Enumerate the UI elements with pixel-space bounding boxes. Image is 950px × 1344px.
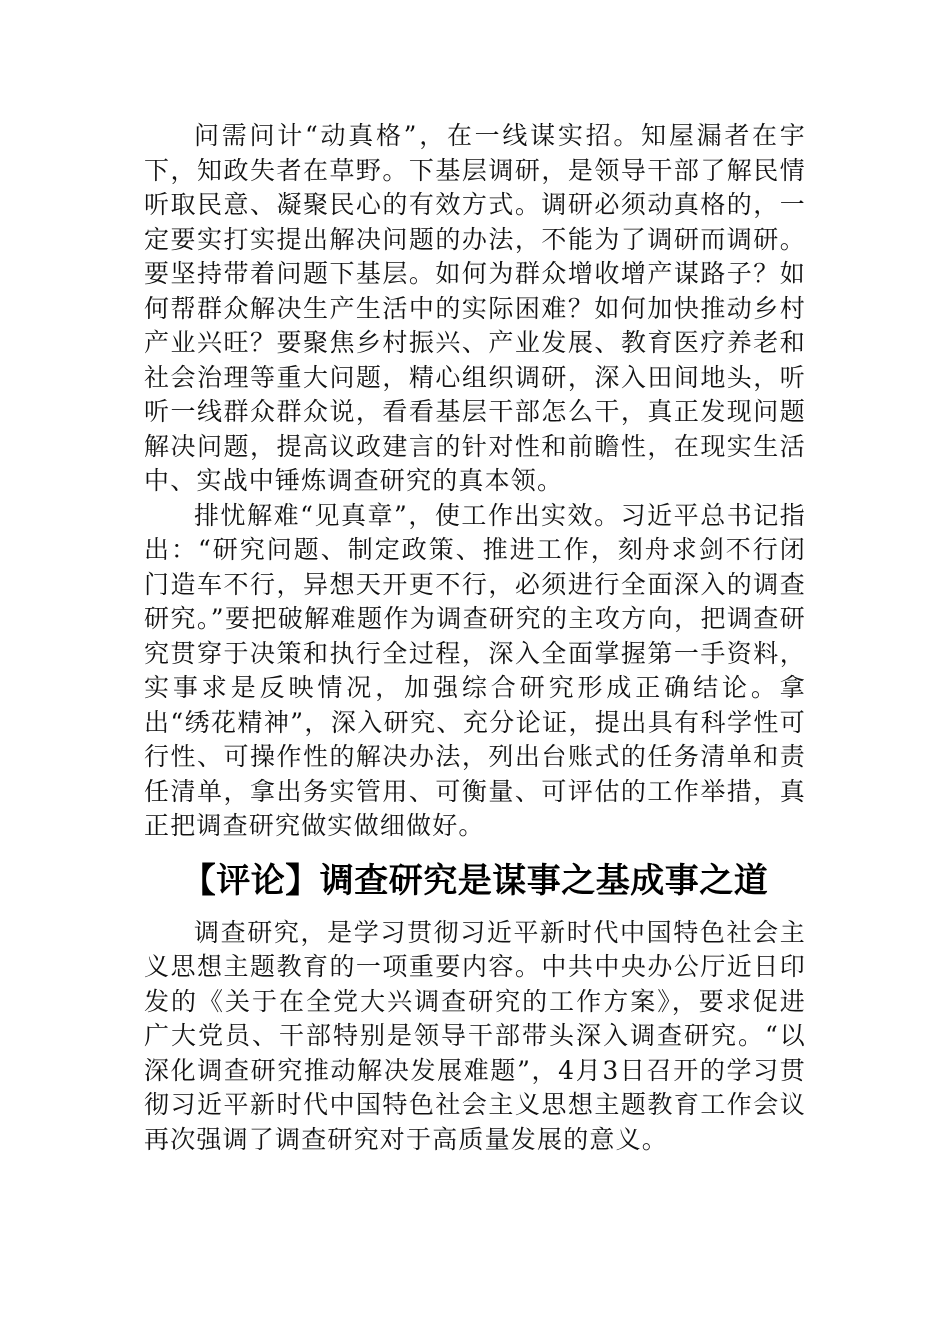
section-heading: 【评论】调查研究是谋事之基成事之道: [181, 860, 769, 901]
body-paragraph: 问需问计“动真格”，在一线谋实招。知屋漏者在宇下，知政失者在草野。下基层调研，是领导干部了解民情听取民意、凝聚民心的有效方式。调研必须动真格的，一定要实打实提出解决问题的办法，不能为了调研而调研。要坚持带着问题下基层。如何为群众增收增产谋路子？如何帮群众解决生产生活中的实际困难？如何加快推动乡村产业兴旺？要聚焦乡村振兴、产业发展、教育医疗养老和社会治理等重大问题，精心组织调研，深入田间地头，听听一线群众群众说，看看基层干部怎么干，真正发现问题解决问题，提高议政建言的针对性和前瞻性，在现实生活中、实战中锤炼调查研究的真本领。: [144, 121, 806, 495]
document-page: [144, 119, 806, 1157]
body-paragraph: 排忧解难“见真章”，使工作出实效。习近平总书记指出：“研究问题、制定政策、推进工作，刻舟求剑不行闭门造车不行，异想天开更不行，必须进行全面深入的调查研究。”要把破解难题作为调查研究的主攻方向，把调查研究贯穿于决策和执行全过程，深入全面掌握第一手资料，实事求是反映情况，加强综合研究形成正确结论。拿出“绣花精神”，深入研究、充分论证，提出具有科学性可行性、可操作性的解决办法，列出台账式的任务清单和责任清单，拿出务实管用、可衡量、可评估的工作举措，真正把调查研究做实做细做好。: [144, 500, 806, 840]
body-paragraph: 调查研究，是学习贯彻习近平新时代中国特色社会主义思想主题教育的一项重要内容。中共中央办公厅近日印发的《关于在全党大兴调查研究的工作方案》，要求促进广大党员、干部特别是领导干部带头深入调查研究。“以深化调查研究推动解决发展难题”，4月3日召开的学习贯彻习近平新时代中国特色社会主义思想主题教育工作会议再次强调了调查研究对于高质量发展的意义。: [144, 917, 806, 1154]
